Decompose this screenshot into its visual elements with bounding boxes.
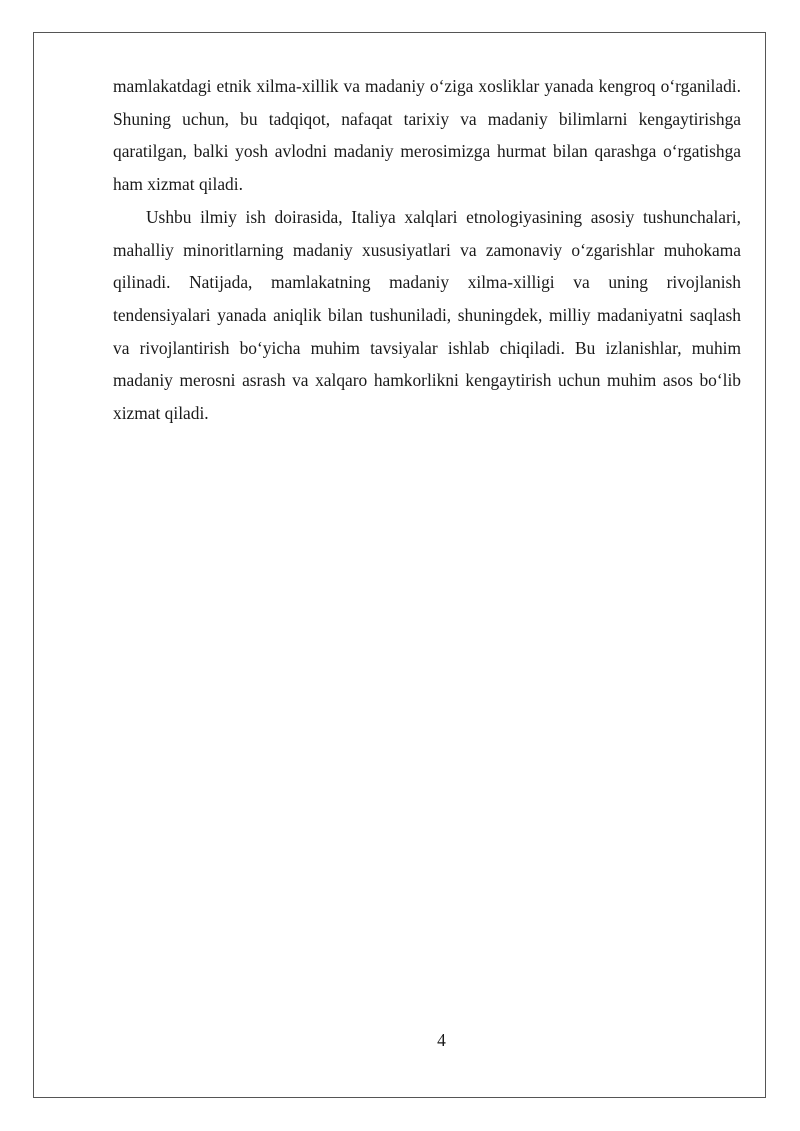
page-number: 4 — [437, 1030, 446, 1050]
paragraph-continuation: mamlakatdagi etnik xilma-xillik va madaniy o‘ziga xosliklar yanada kengroq o‘rganiladi. Shuning uchun, bu tadqiqot, nafaqat tarixiy va madaniy bilimlarni kengaytirishga qaratilgan, balki yosh avlodni madaniy merosimizga hurmat bilan qarashga o‘rgatishga ham xizmat qiladi. — [113, 76, 741, 195]
body-text — [113, 70, 741, 430]
paragraph-scope: Ushbu ilmiy ish doirasida, Italiya xalqlari etnologiyasining asosiy tushunchalari, mahalliy minoritlarning madaniy xususiyatlari va zamonaviy o‘zgarishlar muhokama qilinadi. Natijada, mamlakatning madaniy xilma-xilligi va uning rivojlanish tendensiyalari yanada aniqlik bilan tushuniladi, shuningdek, milliy madaniyatni saqlash va rivojlantirish bo‘yicha muhim tavsiyalar ishlab chiqiladi. Bu izlanishlar, muhim madaniy merosni asrash va xalqaro hamkorlikni kengaytirish uchun muhim asos bo‘lib xizmat qiladi. — [113, 206, 741, 424]
